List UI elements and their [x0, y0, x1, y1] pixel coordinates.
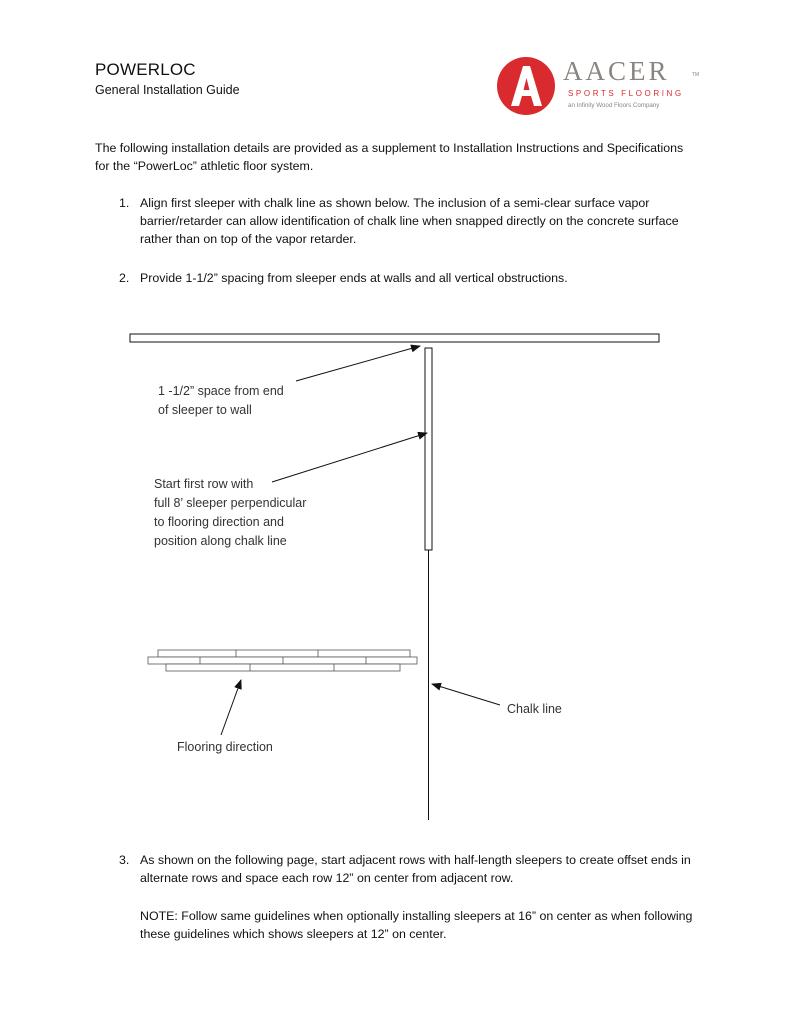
first-sleeper	[425, 348, 432, 550]
document-title: POWERLOC	[95, 60, 196, 79]
step-number: 2.	[119, 271, 130, 285]
wall	[130, 334, 659, 342]
note-paragraph: NOTE: Follow same guidelines when optionally installing sleepers at 16” on center as when following these guidelines which shows sleepers at 12” on center.	[140, 909, 693, 941]
arrow-to-wall-gap	[296, 346, 420, 381]
label-first-row: Start first row with full 8’ sleeper perpendicular to flooring direction and position along chalk line	[154, 477, 307, 548]
arrow-to-chalk-line	[432, 684, 500, 705]
step-3	[119, 851, 699, 887]
logo-trademark: TM	[692, 72, 700, 78]
logo-brand: AACER	[563, 56, 670, 86]
intro-paragraph: The following installation details are provided as a supplement to Installation Instructions and Specifications for the “PowerLoc” athletic floor system.	[95, 141, 684, 173]
flooring-board-row-3	[166, 664, 400, 671]
step-number: 3.	[119, 853, 130, 867]
flooring-board-row-1	[158, 650, 410, 657]
flooring-boards	[148, 650, 417, 671]
logo-company: an Infinity Wood Floors Company	[568, 102, 660, 109]
label-chalk-line: Chalk line	[507, 702, 562, 716]
step-text: Provide 1-1/2” spacing from sleeper ends at walls and all vertical obstructions.	[140, 271, 568, 285]
arrow-to-flooring	[221, 680, 241, 735]
flooring-board-row-2	[148, 657, 417, 664]
step-text: Align first sleeper with chalk line as shown below. The inclusion of a semi-clear surface vapor barrier/retarder can allow identification of chalk line when snapped directly on the concrete surface rather than on top of the vapor retarder.	[140, 196, 679, 246]
step-text: As shown on the following page, start adjacent rows with half-length sleepers to create offset ends in alternate rows and space each row 12” on center from adjacent row.	[140, 853, 691, 885]
document-subtitle: General Installation Guide	[95, 83, 240, 97]
logo-tagline: SPORTS FLOORING	[568, 89, 684, 98]
label-flooring-direction: Flooring direction	[177, 740, 273, 754]
step-number: 1.	[119, 196, 130, 210]
label-wall-gap: 1 -1/2” space from end of sleeper to wall	[158, 384, 284, 417]
